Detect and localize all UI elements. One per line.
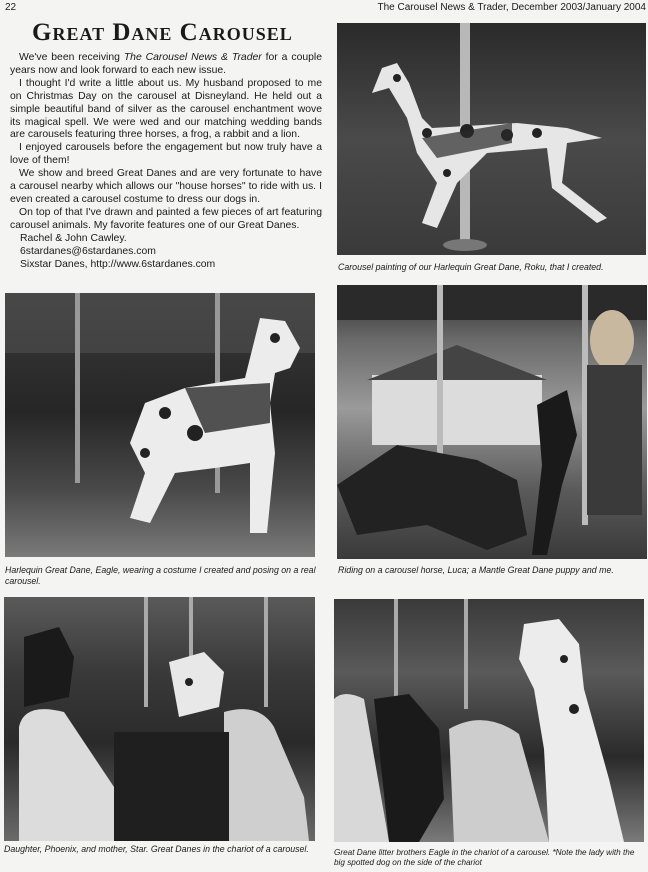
signature-website[interactable]: Sixstar Danes, http://www.6stardanes.com (20, 258, 216, 270)
painting-image (337, 23, 646, 255)
article-body (10, 52, 322, 271)
paragraph-1 (10, 52, 322, 78)
caption-phoenix: Daughter, Phoenix, and mother, Star. Great Danes in the chariot of a carousel. (4, 844, 309, 854)
paragraph-2: I thought I'd write a little about us. My husband proposed to me on Christmas Day on the carousel at Disneyland. He held out a simple beautiful band of silver as the carousel enchantment wove its magical spell. We were wed and our matching wedding bands are carousels featuring three horses, a frog, a rabbit and a lion. (10, 77, 322, 141)
publication-header: The Carousel News & Trader, December 2003/January 2004 (377, 2, 646, 13)
p1-text-start: We've been receiving (19, 52, 124, 63)
paragraph-4: We show and breed Great Danes and are very fortunate to have a carousel nearby which allows our "house horses" to ride with us. I even created a carousel costume to dress our dogs in. (10, 168, 322, 205)
article-title: Great Dane Carousel (32, 19, 293, 46)
signature-email[interactable]: 6stardanes@6stardanes.com (20, 245, 156, 257)
caption-litter: Great Dane litter brothers Eagle in the chariot of a carousel. *Note the lady with the big spotted dog on the side of the chariot (334, 848, 635, 867)
caption-luca: Riding on a carousel horse, Luca; a Mantle Great Dane puppy and me. (338, 565, 614, 575)
magazine-title: The Carousel News & Trader (123, 52, 262, 63)
luca-photo (337, 285, 647, 559)
phoenix-star-photo (4, 597, 315, 841)
paragraph-3: I enjoyed carousels before the engagement but now truly have a love of them! (10, 142, 322, 167)
page-number: 22 (5, 2, 17, 13)
caption-eagle: Harlequin Great Dane, Eagle, wearing a costume I created and posing on a real carousel. (5, 565, 316, 586)
signature-names: Rachel & John Cawley. (20, 232, 127, 244)
paragraph-5: On top of that I've drawn and painted a few pieces of art featuring carousel animals. My favorite features one of our Great Danes. (10, 206, 322, 231)
litter-photo (334, 599, 644, 842)
p1-text-end: for a couple years now and look forward to each new issue. (10, 52, 322, 76)
caption-painting: Carousel painting of our Harlequin Great Dane, Roku, that I created. (338, 262, 604, 272)
eagle-photo (5, 293, 315, 557)
